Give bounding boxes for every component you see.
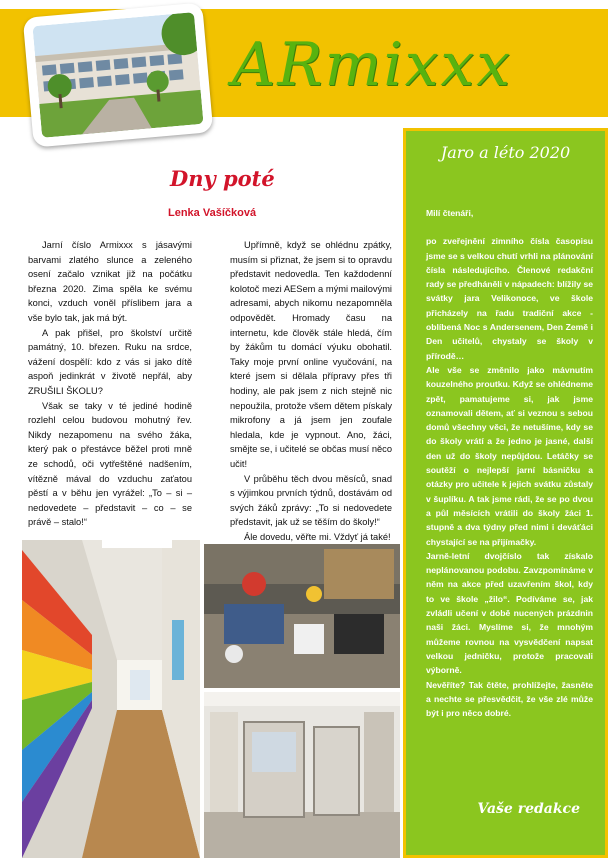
header xyxy=(0,0,608,122)
article-author: Lenka Vašíčková xyxy=(168,207,257,219)
sidebar-title: Jaro a léto 2020 xyxy=(440,143,571,162)
article-paragraph: Upřímně, když se ohlédnu zpátky, musím si přiznat, že jsem si to opravdu představit nedovedla. Ten každodenní kolotoč mezi AESem a mými mailovými adresami, abych nikomu nezapomněla odpovědět. Hromady času na internetu, kde člověk stále hledá, čím by žákům tu domácí výuku obohatil. Taky moje první online vyučování, na které jsem si dělala přípravy přes tři hodiny, ale pak jsem z nich stejně nic nepoužila, protože všem dětem pískaly mikrofony a já jsem jen zoufale hledala, kde je vypnout. Ano, žáci, smějte se, i učitelé se občas musí něco učit! xyxy=(230,240,392,469)
article-column-2 xyxy=(230,238,392,544)
editorial-text xyxy=(426,206,593,720)
article-paragraph: Ále dovedu, věřte mi. Vždyť já také! xyxy=(244,531,391,542)
sidebar-paragraph: Jarně-letní dvojčíslo tak získalo neplánovanou podobu. Zavzpomínáme v něm na akce před uzavřením škol, kdy to ve škole „žilo“. Podíváme se, jak zvládli učení v době nucených prázdnin naši žáci. Myslíme si, že mnohým můžeme rovnou na vysvědčení napsat velkou jedničku, protože pracovali výborně. xyxy=(426,550,593,676)
empty-hallway-photo xyxy=(204,692,400,858)
magazine-logo: ARmixxx xyxy=(232,30,513,100)
photo-collage xyxy=(0,540,403,858)
sidebar-paragraph: Nevěříte? Tak čtěte, prohlížejte, žasněte a nechte se přesvědčit, že vše zlé může být i pro něco dobré. xyxy=(426,679,593,719)
editorial-sidebar xyxy=(403,128,608,858)
article-paragraph: Jarní číslo Armixxx s jásavými barvami zlatého slunce a zeleného osení začalo vznikat již na počátku března 2020. Zima spěla ke svému konci, vzduch voněl příslibem jara a vše bylo tak, jak má být. xyxy=(28,240,192,323)
school-building-photo xyxy=(23,2,214,147)
rainbow-corridor-photo xyxy=(22,540,200,858)
sidebar-signature: Vaše redakce xyxy=(477,801,580,817)
article-column-1 xyxy=(28,238,192,530)
article-title: Dny poté xyxy=(170,166,275,191)
sidebar-paragraph: po zveřejnění zimního čísla časopisu jsme se s velkou chutí vrhli na plánování čísla následujícího. Členové redakční rady se předháněli v nápadech: blížily se svátky jara Velikonoce, ve škole přicházely na řadu tradiční akce - oblíbená Noc s Andersenem, Den Země i Den učitelů, chystaly se školy v přírodě… xyxy=(426,236,593,361)
article-paragraph: V průběhu těch dvou měsíců, snad s výjimkou prvních týdnů, dostávám od svých žáků zprávy: „To si nedovedete představit, jak už se těším do školy!“ xyxy=(230,473,392,528)
sidebar-paragraph: Ale vše se změnilo jako mávnutím kouzelného proutku. Když se ohlédneme zpět, pamatujeme si, jak jsme oznamovali dětem, ať si veznou s sebou domů všechny věci, že netušíme, kdy se do školy vrátí a že jedno je jasné, další den už do školy nepůjdou. Letáčky se soutěží o nejlepší jarní básničku a otázky pro učitele k jejich svátku zůstaly v šuplíku. A tak jsme rádi, že se po dvou a půl měsících vrátili do školy žáci 1. stupně a dva týdny před nimi i deváťáci chystající se na přijímačky. xyxy=(426,364,593,547)
sidebar-greeting: Milí čtenáři, xyxy=(426,208,474,218)
classroom-supplies-photo xyxy=(204,544,400,688)
article-paragraph: A pak přišel, pro školství určitě památný, 10. březen. Ruku na srdce, vážení dospělí: kdo z vás si jako dítě aspoň jedinkrát v životě nepřál, aby ZRUŠILI ŠKOLU? xyxy=(28,327,192,396)
article-paragraph: Však se taky v té jediné hodině rozlehl celou budovou mohutný řev. Nikdy nezapomenu na svého žáka, který pak o přestávce běžel proti mně ze schodů, oči vytřeštěné nadšením, vítězně mával do vzduchu zaťatou pěstí a v běhu jen vyrážel: „To – si – nedovedete – představit – co – se právě – stalo!“ xyxy=(28,400,192,528)
